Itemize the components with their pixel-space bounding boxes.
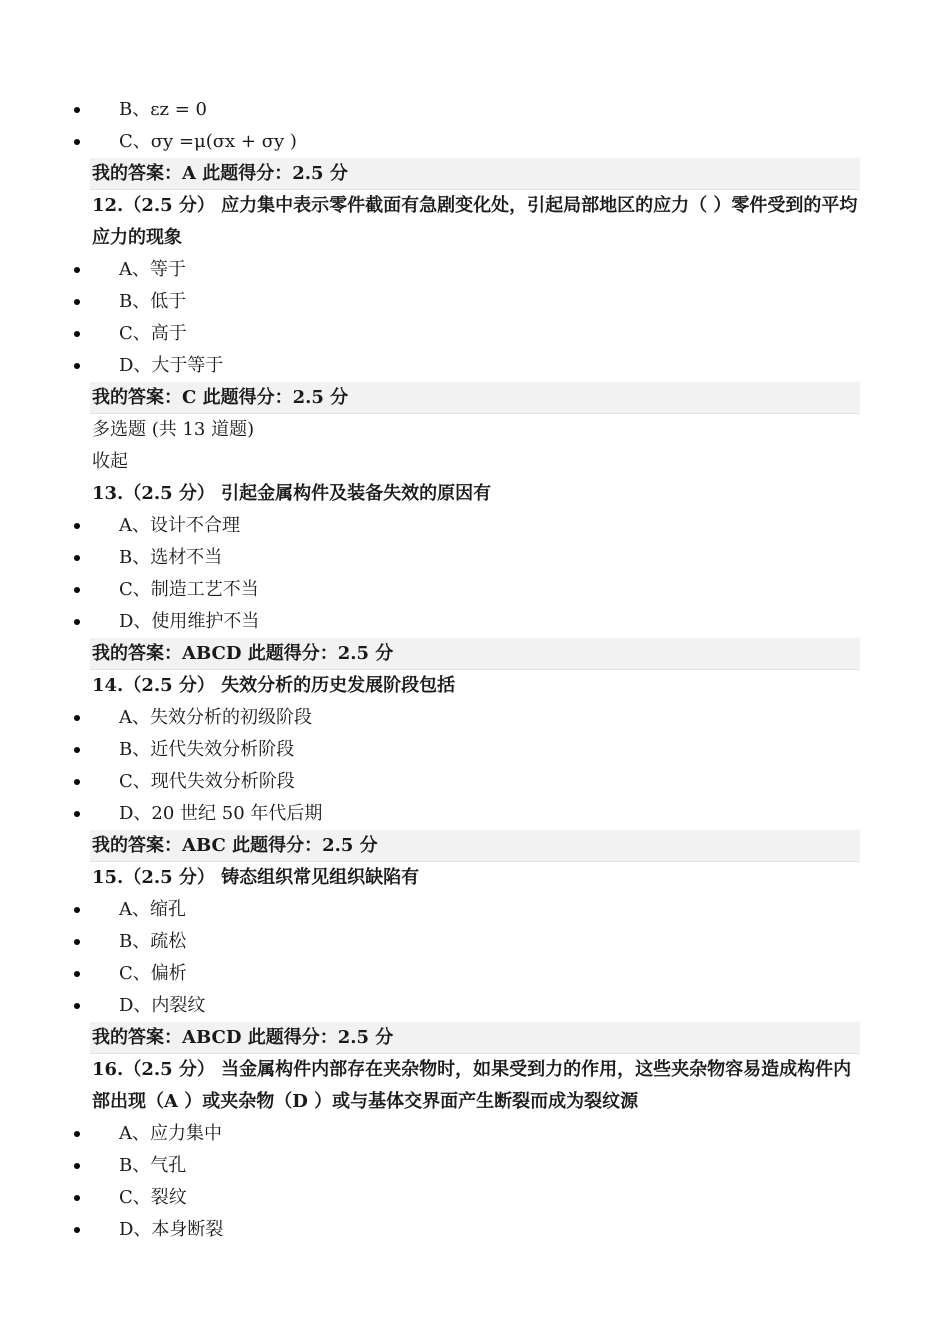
bullet-icon: [74, 747, 80, 753]
bullet-icon: [74, 523, 80, 529]
option-q15-a[interactable]: A、缩孔: [0, 894, 950, 926]
option-q12-d[interactable]: D、大于等于: [0, 350, 950, 382]
option-q16-b[interactable]: B、气孔: [0, 1150, 950, 1182]
option-q13-b[interactable]: B、选材不当: [0, 542, 950, 574]
answer-bar-q12: 我的答案：C 此题得分：2.5 分: [90, 382, 860, 414]
bullet-icon: [74, 1003, 80, 1009]
bullet-icon: [74, 299, 80, 305]
bullet-icon: [74, 267, 80, 273]
option-q15-c[interactable]: C、偏析: [0, 958, 950, 990]
option-q14-b[interactable]: B、近代失效分析阶段: [0, 734, 950, 766]
bullet-icon: [74, 139, 80, 145]
bullet-icon: [74, 1131, 80, 1137]
option-q16-c[interactable]: C、裂纹: [0, 1182, 950, 1214]
bullet-icon: [74, 907, 80, 913]
bullet-icon: [74, 715, 80, 721]
question-12-stem: 12.（2.5 分） 应力集中表示零件截面有急剧变化处，引起局部地区的应力（ ）零件受到的平均 应力的现象: [92, 195, 858, 248]
option-q12-b[interactable]: B、低于: [0, 286, 950, 318]
question-15-stem: 15.（2.5 分） 铸态组织常见组织缺陷有: [92, 867, 420, 888]
bullet-icon: [74, 939, 80, 945]
bullet-icon: [74, 107, 80, 113]
section-title: 多选题 (共 13 道题): [92, 419, 255, 440]
bullet-icon: [74, 619, 80, 625]
bullet-icon: [74, 811, 80, 817]
question-16-stem: 16.（2.5 分） 当金属构件内部存在夹杂物时，如果受到力的作用，这些夹杂物容易造成构件内部出现（A ）或夹杂物（D ）或与基体交界面产生断裂而成为裂纹源: [92, 1059, 852, 1112]
quiz-page: [0, 94, 950, 1246]
question-14-stem: 14.（2.5 分） 失效分析的历史发展阶段包括: [92, 675, 456, 696]
answer-bar-q15: 我的答案：ABCD 此题得分：2.5 分: [90, 1022, 860, 1054]
bullet-icon: [74, 779, 80, 785]
bullet-icon: [74, 555, 80, 561]
option-q16-d[interactable]: D、本身断裂: [0, 1214, 950, 1246]
option-q11-b[interactable]: B、εz = 0: [0, 94, 950, 126]
option-q15-d[interactable]: D、内裂纹: [0, 990, 950, 1022]
bullet-icon: [74, 363, 80, 369]
answer-bar-q13: 我的答案：ABCD 此题得分：2.5 分: [90, 638, 860, 670]
option-q12-a[interactable]: A、等于: [0, 254, 950, 286]
option-q13-a[interactable]: A、设计不合理: [0, 510, 950, 542]
option-q13-d[interactable]: D、使用维护不当: [0, 606, 950, 638]
answer-bar-q14: 我的答案：ABC 此题得分：2.5 分: [90, 830, 860, 862]
option-q13-c[interactable]: C、制造工艺不当: [0, 574, 950, 606]
option-q14-a[interactable]: A、失效分析的初级阶段: [0, 702, 950, 734]
option-q12-c[interactable]: C、高于: [0, 318, 950, 350]
bullet-icon: [74, 587, 80, 593]
bullet-icon: [74, 1195, 80, 1201]
option-q14-c[interactable]: C、现代失效分析阶段: [0, 766, 950, 798]
option-q11-c[interactable]: C、σy =μ(σx + σy ): [0, 126, 950, 158]
option-q16-a[interactable]: A、应力集中: [0, 1118, 950, 1150]
question-13-stem: 13.（2.5 分） 引起金属构件及装备失效的原因有: [92, 483, 492, 504]
bullet-icon: [74, 1163, 80, 1169]
bullet-icon: [74, 971, 80, 977]
option-q14-d[interactable]: D、20 世纪 50 年代后期: [0, 798, 950, 830]
bullet-icon: [74, 331, 80, 337]
collapse-link[interactable]: 收起: [92, 451, 128, 472]
bullet-icon: [74, 1227, 80, 1233]
option-q15-b[interactable]: B、疏松: [0, 926, 950, 958]
answer-bar-q11: 我的答案：A 此题得分：2.5 分: [90, 158, 860, 190]
